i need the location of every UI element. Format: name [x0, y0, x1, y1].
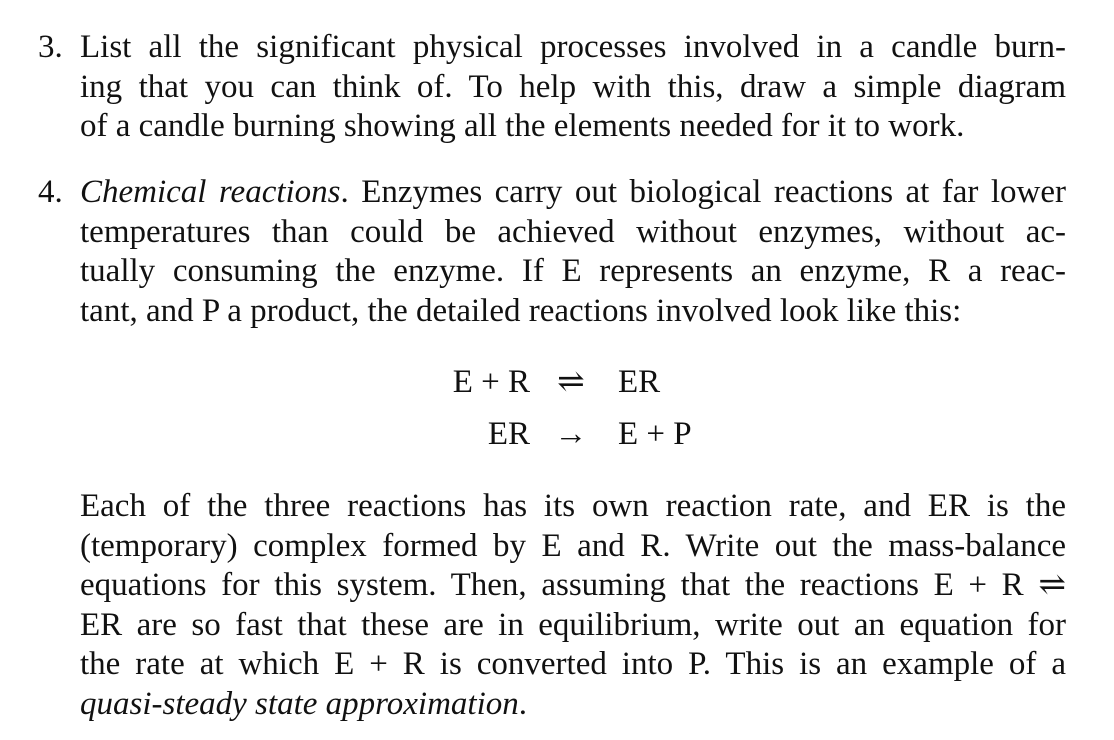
equation-arrow: →: [554, 416, 588, 452]
text-fragment: . Enzymes carry out biological reactions at far lower: [340, 174, 1066, 210]
text-line: equations for this system. Then, assuming that the reactions E + R ⇌: [80, 567, 1066, 603]
text-line: List all the significant physical processes involved in a candle burn-: [80, 29, 1066, 65]
text-line: tually consuming the enzyme. If E represents an enzyme, R a reac-: [80, 253, 1066, 289]
text-fragment: .: [518, 685, 527, 722]
problem-title: Chemical reactions: [80, 174, 341, 210]
emphasis-term: quasi-steady state approximation: [80, 685, 519, 722]
equation-left: E + R: [452, 364, 530, 400]
equation-arrow: ⇌: [557, 364, 585, 400]
equation-row: [0, 415, 1114, 459]
text-line: Each of the three reactions has its own reaction rate, and ER is the: [80, 488, 1066, 524]
problem-text: [80, 487, 1066, 724]
problem-text: [80, 173, 1066, 331]
reaction-equations: [0, 363, 1114, 463]
equation-right: ER: [618, 364, 661, 400]
problem-text: [80, 28, 1066, 147]
equation-right: E + P: [618, 416, 692, 452]
problem-number: 3.: [38, 29, 63, 65]
problem-number: 4.: [38, 174, 63, 210]
text-line: the rate at which E + R is converted into P. This is an example of a: [80, 646, 1066, 682]
text-line: (temporary) complex formed by E and R. Write out the mass-balance: [80, 527, 1066, 564]
text-line: [80, 685, 1066, 725]
text-line: ER are so fast that these are in equilibrium, write out an equation for: [80, 606, 1066, 643]
text-line: of a candle burning showing all the elements needed for it to work.: [80, 108, 965, 144]
equation-left: ER: [487, 416, 530, 452]
text-line: tant, and P a product, the detailed reactions involved look like this:: [80, 292, 962, 329]
text-line: ing that you can think of. To help with this, draw a simple diagram: [80, 68, 1066, 105]
text-line: [80, 173, 1066, 213]
equation-row: [0, 363, 1114, 407]
text-line: temperatures than could be achieved without enzymes, without ac-: [80, 213, 1066, 250]
